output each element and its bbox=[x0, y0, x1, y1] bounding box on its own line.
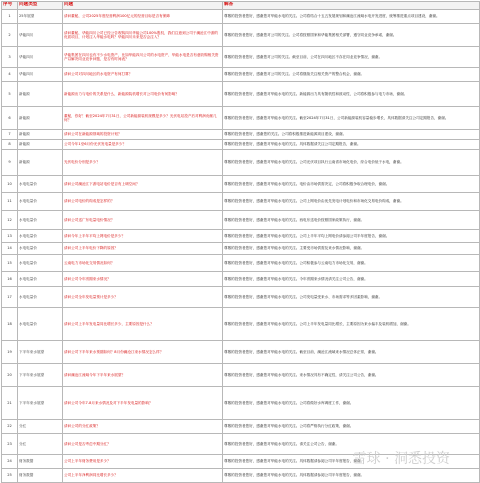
row-type: 分红 bbox=[18, 420, 63, 434]
row-type: 新能源 bbox=[18, 107, 63, 130]
row-question: 请问公司今年汛期来水情况？ bbox=[63, 272, 223, 287]
header-no: 序号 bbox=[2, 2, 18, 10]
row-question: 公司今年1至6月份光伏发电量是多少？ bbox=[63, 140, 223, 150]
row-number: 16 bbox=[2, 272, 18, 287]
row-question: 请问董秘，公司2025年度经营利润100亿元的经营目标是否有保障 bbox=[63, 10, 223, 24]
row-type: 华能四川 bbox=[18, 47, 63, 68]
row-question: 请问公司全年发电量预计是多少？ bbox=[63, 287, 223, 308]
table-row bbox=[2, 68, 480, 82]
row-type: 下半年来水展望 bbox=[18, 364, 63, 387]
row-question: 请问公司对四川地区的水电资产有何打算？ bbox=[63, 68, 223, 82]
row-answer: 尊敬的投资者您好，感谢您的关注。公司将积极推进新能源项目建设，谢谢。 bbox=[223, 130, 480, 140]
row-number: 7 bbox=[2, 130, 18, 140]
row-answer: 尊敬的投资者您好，感谢您对公司的关注。截至目前，公司在四川地区不存在同业竞争情况，谢谢。 bbox=[223, 47, 480, 68]
table-row bbox=[2, 10, 480, 24]
row-answer: 尊敬的投资者您好，感谢您对华能水电的关注。具体数据请参阅公司半年度报告，谢谢。 bbox=[223, 469, 480, 483]
row-answer: 尊敬的投资者您好，感谢您对华能水电的关注。电价由市场供需决定，公司将积极争取合理电价，谢谢。 bbox=[223, 176, 480, 193]
row-answer: 尊敬的投资者您好，感谢您对华能水电的关注。公司发电量受来水、市场需求等多因素影响，谢谢。 bbox=[223, 287, 480, 308]
row-answer: 尊敬的投资者您好，感谢您对华能水电的关注。公司将做好水库调度工作，谢谢。 bbox=[223, 387, 480, 420]
row-number: 13 bbox=[2, 230, 18, 243]
row-question: 请问董秘，华能四川公司已经公告收购四川华能公司100%股权，我们注意到公司于澜沧江中游的优质项目，计划注入华能水电吗？华能四川未来是否会注入？ bbox=[63, 24, 223, 47]
row-question: 光伏电价分别是多少？ bbox=[63, 150, 223, 176]
row-answer: 尊敬的投资者您好，感谢您对华能水电的关注。具体数据请关注公司定期报告，谢谢。 bbox=[223, 140, 480, 150]
row-number: 15 bbox=[2, 255, 18, 272]
row-answer: 尊敬的投资者您好，感谢您对公司的关注。公司将继续关注相关资产的整合机会，谢谢。 bbox=[223, 68, 480, 82]
row-type: 水电电量价 bbox=[18, 230, 63, 243]
row-number: 6 bbox=[2, 107, 18, 130]
row-type: 华能四川 bbox=[18, 68, 63, 82]
row-type: 下半年来水展望 bbox=[18, 341, 63, 364]
row-question: 请问公司是否考虑中期分红？ bbox=[63, 434, 223, 455]
row-answer: 尊敬的投资者您好，感谢您对华能水电的关注。今年汛期来水情况请关注公司公告，谢谢。 bbox=[223, 272, 480, 287]
row-question: 请问公司上半年电价下降的原因？ bbox=[63, 243, 223, 255]
table-row bbox=[2, 193, 480, 211]
row-type: 25年展望 bbox=[18, 10, 63, 24]
row-answer: 尊敬的投资者您好，感谢您对华能水电的关注。公司上半年平均上网电价请参阅公司半年度报告，谢谢。 bbox=[223, 230, 480, 243]
row-question: 请问公司电价的构成是怎样的？ bbox=[63, 193, 223, 211]
row-number: 19 bbox=[2, 341, 18, 364]
row-number: 20 bbox=[2, 364, 18, 387]
table-row bbox=[2, 24, 480, 47]
row-answer: 尊敬的投资者您好，感谢您对华能水电的关注。西电东送电价按照国家政策执行，谢谢。 bbox=[223, 211, 480, 230]
row-question: 华能集团在四川也有不少水电资产，比如华能四川公司的水电资产，华能水电是否有意收购相关资产以解决同业竞争问题，是否有时间表？ bbox=[63, 47, 223, 68]
table-row bbox=[2, 364, 480, 387]
table-row bbox=[2, 150, 480, 176]
table-row bbox=[2, 230, 480, 243]
row-answer: 尊敬的投资者您好，感谢您对华能水电的关注。具体数据请参阅公司半年度报告，谢谢。 bbox=[223, 455, 480, 469]
header-type: 问题类型 bbox=[18, 2, 63, 10]
row-number: 23 bbox=[2, 434, 18, 455]
row-question: 请问澜沧江流域今年下半年来水展望？ bbox=[63, 364, 223, 387]
row-number: 12 bbox=[2, 211, 18, 230]
row-type: 水电电量价 bbox=[18, 193, 63, 211]
table-row bbox=[2, 341, 480, 364]
row-answer: 尊敬的投资者您好，感谢您对华能水电的关注。新能源出力具有随机性和波动性，公司将积极参与电力市场，谢谢。 bbox=[223, 82, 480, 107]
row-number: 17 bbox=[2, 287, 18, 308]
row-answer: 尊敬的投资者您好，感谢您对华能水电的关注。主要受市场供需及来水情况影响，谢谢。 bbox=[223, 243, 480, 255]
row-question: 请问公司今年7-8月来水情况及对下半年发电量的影响？ bbox=[63, 387, 223, 420]
row-question: 请问公司送广东电量电价情况？ bbox=[63, 211, 223, 230]
row-number: 3 bbox=[2, 47, 18, 68]
table-row bbox=[2, 82, 480, 107]
row-type: 新能源 bbox=[18, 140, 63, 150]
row-question: 公司上半年净利润同比增长多少？ bbox=[63, 469, 223, 483]
row-type: 华能四川 bbox=[18, 24, 63, 47]
row-type: 水电电量价 bbox=[18, 308, 63, 341]
row-question: 请问今年上半年平均上网电价是多少？ bbox=[63, 230, 223, 243]
table-row bbox=[2, 176, 480, 193]
row-question: 请问公司上半年发电量同比增长多少，主要原因是什么？ bbox=[63, 308, 223, 341]
row-number: 10 bbox=[2, 176, 18, 193]
row-number: 8 bbox=[2, 140, 18, 150]
watermark-logo: 雪球 · 洞悉投资 bbox=[352, 451, 450, 467]
row-number: 14 bbox=[2, 243, 18, 255]
row-number: 2 bbox=[2, 24, 18, 47]
row-answer: 尊敬的投资者您好，感谢您对华能水电的关注。公司上网电价由优先发电计划电价和市场化交易电价构成，谢谢。 bbox=[223, 193, 480, 211]
row-number: 22 bbox=[2, 420, 18, 434]
row-type: 财务数据 bbox=[18, 455, 63, 469]
row-type: 水电电量价 bbox=[18, 211, 63, 230]
row-type: 新能源 bbox=[18, 130, 63, 140]
row-number: 21 bbox=[2, 387, 18, 420]
row-type: 分红 bbox=[18, 434, 63, 455]
table-header-row bbox=[2, 2, 480, 10]
row-number: 1 bbox=[2, 10, 18, 24]
row-type: 水电电量价 bbox=[18, 272, 63, 287]
row-question: 请问公司澜沧江下游电站电价是否有上调空间？ bbox=[63, 176, 223, 193]
row-answer: 尊敬的投资者您好，感谢您对公司的关注。公司将按照国家和华能集团相关部署，遵守同业竞争承诺，谢谢。 bbox=[223, 24, 480, 47]
row-type: 水电电量价 bbox=[18, 243, 63, 255]
row-type: 新能源 bbox=[18, 150, 63, 176]
table-body bbox=[2, 10, 480, 483]
row-type: 水电电量价 bbox=[18, 176, 63, 193]
row-question: 云南电力市场化交易情况如何？ bbox=[63, 255, 223, 272]
row-answer: 尊敬的投资者您好，感谢您对华能水电的关注。公司将严格执行分红政策，谢谢。 bbox=[223, 420, 480, 434]
row-number: 24 bbox=[2, 455, 18, 469]
row-question: 请问公司在新能源领域的投资计划？ bbox=[63, 130, 223, 140]
table-row bbox=[2, 287, 480, 308]
row-number: 18 bbox=[2, 308, 18, 341]
table-row bbox=[2, 420, 480, 434]
row-question: 董秘，你好！截至2024年7月31日，公司新能源装机规模是多少？光伏电站投产后对利润贡献几何？ bbox=[63, 107, 223, 130]
row-number: 25 bbox=[2, 469, 18, 483]
table-row bbox=[2, 47, 480, 68]
row-number: 5 bbox=[2, 82, 18, 107]
row-question: 请问公司的分红政策？ bbox=[63, 420, 223, 434]
table-row bbox=[2, 211, 480, 230]
row-question: 新能源出力与电价的关系是什么，新能源装机增长对公司电价有何影响？ bbox=[63, 82, 223, 107]
row-type: 水电电量价 bbox=[18, 255, 63, 272]
row-number: 4 bbox=[2, 68, 18, 82]
row-answer: 尊敬的投资者您好，感谢您对华能水电的关注。请关注公司公告，谢谢。 bbox=[223, 434, 480, 455]
row-number: 11 bbox=[2, 193, 18, 211]
row-type: 新能源 bbox=[18, 82, 63, 107]
row-answer: 尊敬的投资者您好，感谢您对华能水电的关注。截至目前，澜沧江流域来水情况总体正常，谢谢。 bbox=[223, 341, 480, 364]
table-row bbox=[2, 140, 480, 150]
table-row bbox=[2, 130, 480, 140]
row-number: 9 bbox=[2, 150, 18, 176]
header-answer: 解答 bbox=[223, 2, 480, 10]
qa-table bbox=[1, 1, 480, 483]
row-answer: 尊敬的投资者您好，感谢您对华能水电的关注。截至2024年7月31日，公司新能源装机容量稳步增长，具体数据请关注公司定期报告，谢谢。 bbox=[223, 107, 480, 130]
row-question: 公司上半年财务费用是多少？ bbox=[63, 455, 223, 469]
row-answer: 尊敬的投资者您好，感谢您对华能水电的关注。公司上半年发电量同比增长，主要原因为来水偏丰及装机增加，谢谢。 bbox=[223, 308, 480, 341]
row-answer: 尊敬的投资者您好，感谢您对华能水电的关注。公司光伏项目执行云南省市场化电价，综合电价低于水电，谢谢。 bbox=[223, 150, 480, 176]
row-type: 水电电量价 bbox=[18, 287, 63, 308]
row-type: 财务数据 bbox=[18, 469, 63, 483]
row-question: 请问公司下半年来水预期如何？8月份澜沧江来水情况怎么样？ bbox=[63, 341, 223, 364]
row-type: 下半年来水展望 bbox=[18, 387, 63, 420]
row-answer: 尊敬的投资者您好，感谢您对华能水电的关注。来水情况具有不确定性，请关注公司公告，谢谢。 bbox=[223, 364, 480, 387]
table-row bbox=[2, 243, 480, 255]
header-question: 问题 bbox=[63, 2, 223, 10]
table-row bbox=[2, 272, 480, 287]
row-answer: 尊敬的投资者您好，感谢您对华能水电的关注。公司将结合十五五发展规划和澜沧江流域水电开发进度，统筹推进重点项目建设，谢谢。 bbox=[223, 10, 480, 24]
table-row bbox=[2, 107, 480, 130]
table-row bbox=[2, 255, 480, 272]
row-answer: 尊敬的投资者您好，感谢您对华能水电的关注。公司积极参与云南电力市场化交易，谢谢。 bbox=[223, 255, 480, 272]
table-row bbox=[2, 308, 480, 341]
table-row bbox=[2, 387, 480, 420]
